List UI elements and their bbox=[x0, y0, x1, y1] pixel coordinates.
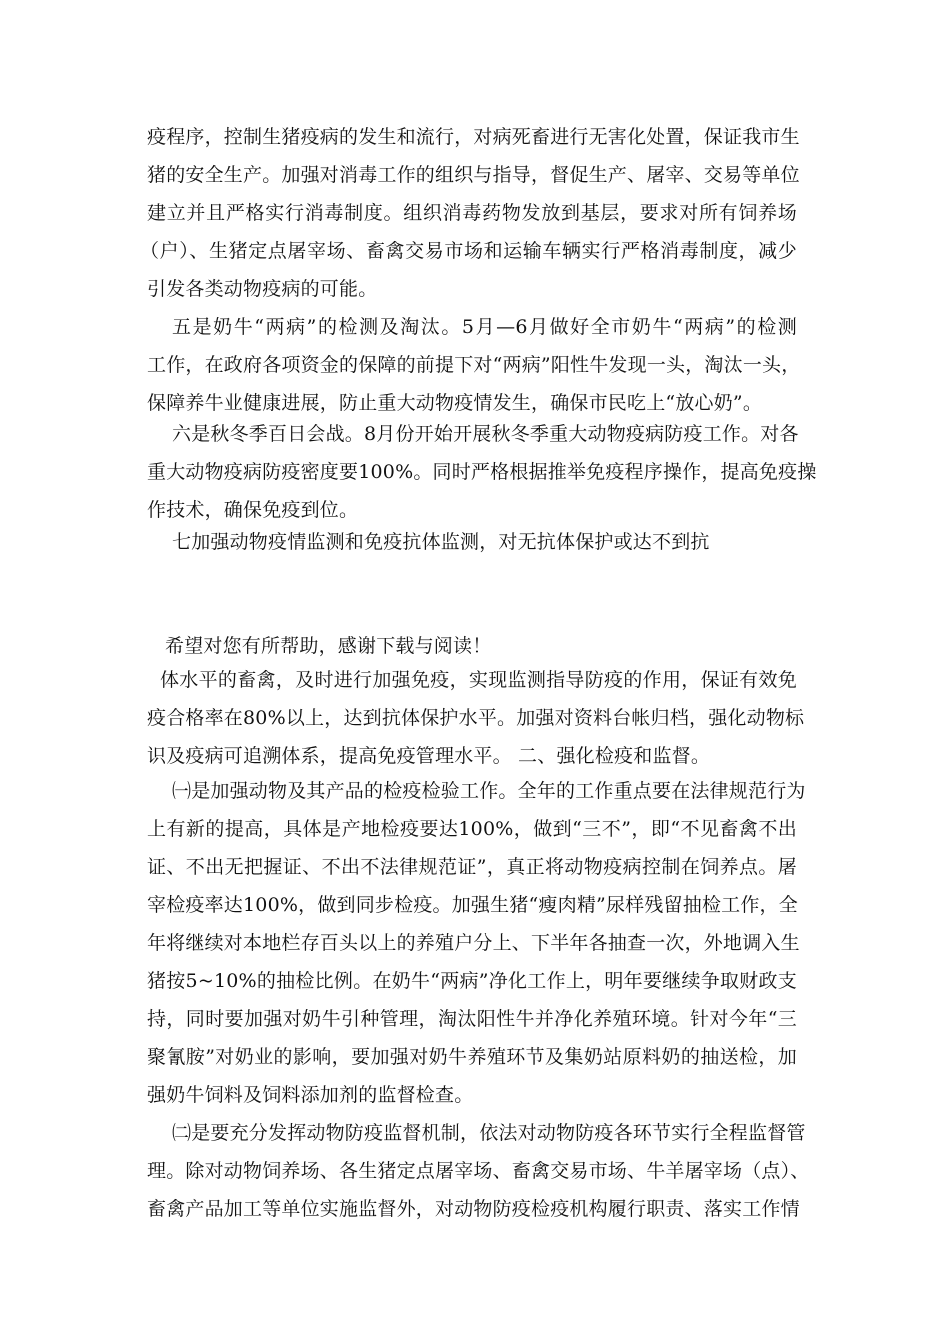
paragraph-line: 引发各类动物疫病的可能。 bbox=[147, 278, 378, 300]
paragraph-line: 宰检疫率达100%，做到同步检疫。加强生猪“瘦肉精”尿样残留抽检工作，全 bbox=[147, 894, 798, 916]
paragraph-line: 重大动物疫病防疫密度要100%。同时严格根据推举免疫程序操作，提高免疫操 bbox=[147, 461, 817, 483]
paragraph-line: （户）、生猪定点屠宰场、畜禽交易市场和运输车辆实行严格消毒制度，减少 bbox=[140, 240, 797, 262]
paragraph-line: 强奶牛饲料及饲料添加剂的监督检查。 bbox=[147, 1084, 474, 1106]
paragraph-line: 年将继续对本地栏存百头以上的养殖户分上、下半年各抽查一次，外地调入生 bbox=[147, 932, 800, 954]
paragraph-line: 聚氰胺”对奶业的影响，要加强对奶牛养殖环节及集奶站原料奶的抽送检，加 bbox=[147, 1046, 797, 1068]
paragraph-line: 理。除对动物饲养场、各生猪定点屠宰场、畜禽交易市场、牛羊屠宰场（点）、 bbox=[147, 1160, 810, 1182]
paragraph-line: 六是秋冬季百日会战。8月份开始开展秋冬季重大动物疫病防疫工作。对各 bbox=[172, 423, 799, 445]
paragraph-line: 畜禽产品加工等单位实施监督外，对动物防疫检疫机构履行职责、落实工作情 bbox=[147, 1198, 800, 1220]
paragraph-line: 证、不出无把握证、不出不法律规范证”，真正将动物疫病控制在饲养点。屠 bbox=[147, 856, 797, 878]
paragraph-line: 疫合格率在80%以上，达到抗体保护水平。加强对资料台帐归档，强化动物标 bbox=[147, 707, 805, 729]
paragraph-line: 识及疫病可追溯体系，提高免疫管理水平。 二、强化检疫和监督。 bbox=[147, 745, 711, 767]
paragraph-line: 上有新的提高，具体是产地检疫要达100%，做到“三不”，即“不见畜禽不出 bbox=[147, 818, 797, 840]
paragraph-line: 体水平的畜禽，及时进行加强免疫，实现监测指导防疫的作用，保证有效免 bbox=[160, 669, 797, 691]
download-thanks-note: 希望对您有所帮助，感谢下载与阅读！ bbox=[165, 635, 492, 657]
paragraph-line: 猪按5~10%的抽检比例。在奶牛“两病”净化工作上，明年要继续争取财政支 bbox=[147, 970, 797, 992]
paragraph-line: 保障养牛业健康进展，防止重大动物疫情发生，确保市民吃上“放心奶”。 bbox=[147, 392, 763, 414]
paragraph-line: 疫程序，控制生猪疫病的发生和流行，对病死畜进行无害化处置，保证我市生 bbox=[147, 126, 800, 148]
paragraph-line: 建立并且严格实行消毒制度。组织消毒药物发放到基层，要求对所有饲养场 bbox=[147, 202, 797, 224]
paragraph-line: 作技术，确保免疫到位。 bbox=[147, 499, 359, 521]
paragraph-line: 工作，在政府各项资金的保障的前提下对“两病”阳性牛发现一头，淘汰一头， bbox=[147, 354, 801, 376]
paragraph-line: 猪的安全生产。加强对消毒工作的组织与指导，督促生产、屠宰、交易等单位 bbox=[147, 164, 800, 186]
paragraph-line: 五是奶牛“两病”的检测及淘汰。5月—6月做好全市奶牛“两病”的检测 bbox=[172, 316, 797, 338]
paragraph-line: 七加强动物疫情监测和免疫抗体监测，对无抗体保护或达不到抗 bbox=[172, 531, 710, 553]
paragraph-line: ㈠是加强动物及其产品的检疫检验工作。全年的工作重点要在法律规范行为 bbox=[172, 780, 806, 802]
paragraph-line: ㈡是要充分发挥动物防疫监督机制，依法对动物防疫各环节实行全程监督管 bbox=[172, 1122, 806, 1144]
paragraph-line: 持，同时要加强对奶牛引种管理，淘汰阳性牛并净化养殖环境。针对今年“三 bbox=[147, 1008, 797, 1030]
